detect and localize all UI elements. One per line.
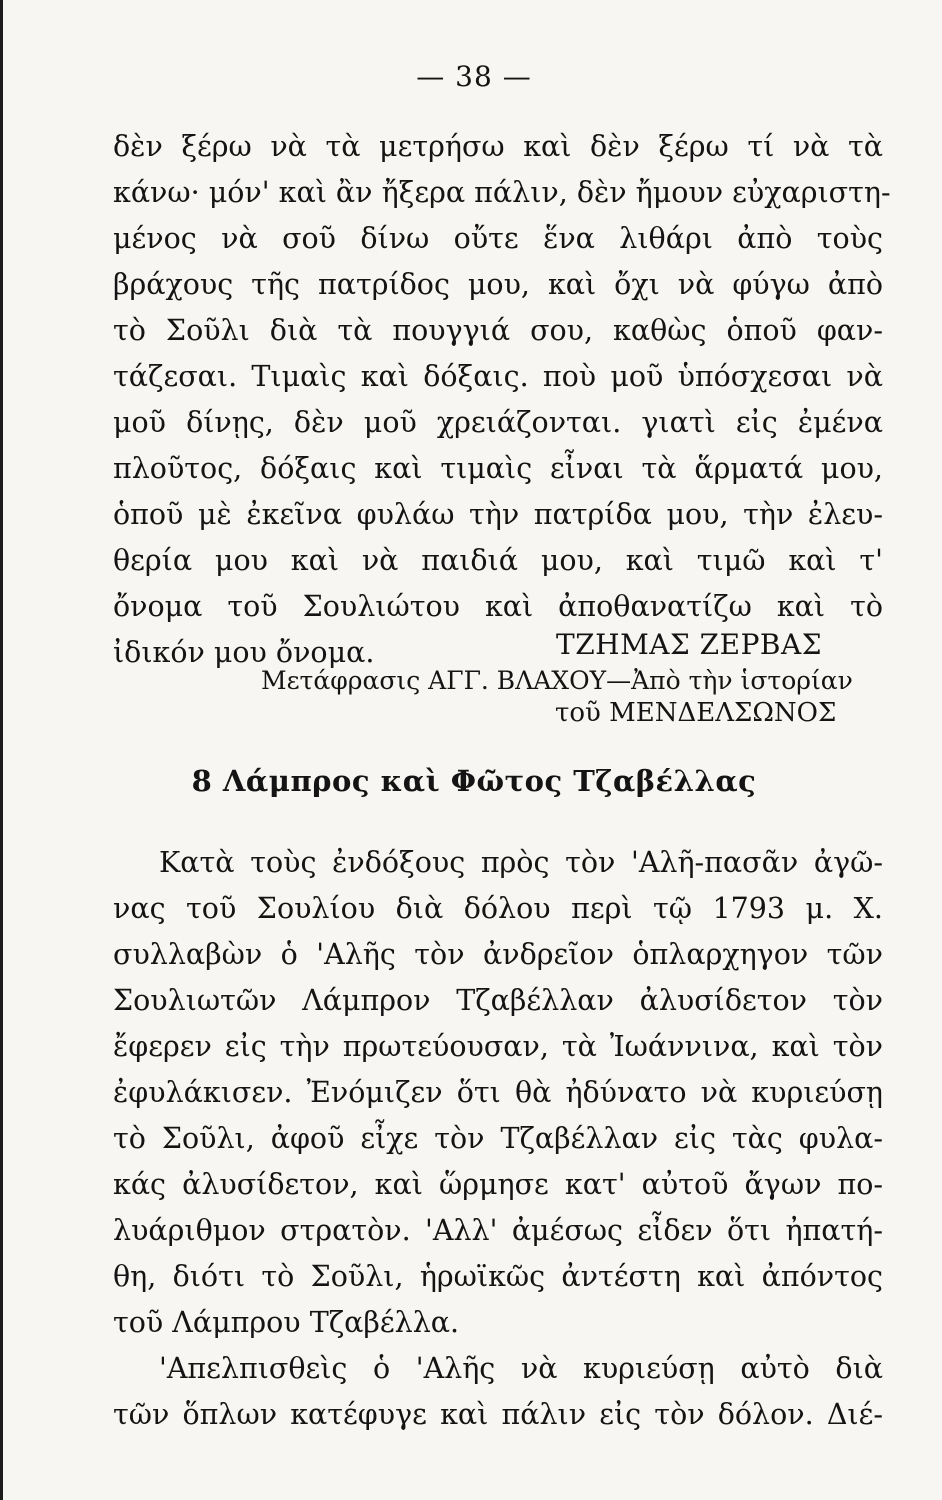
text-line: ὄνομα τοῦ Σουλιώτου καὶ ἀποθανατίζω καὶ τὸ <box>113 590 883 623</box>
text-line: τῶν ὅπλων κατέφυγε καὶ πάλιν εἰς τὸν δόλον. Διέ- <box>113 1398 883 1431</box>
text-line: ἐφυλάκισεν. Ἐνόμιζεν ὅτι θὰ ἠδύνατο νὰ κυριεύσῃ <box>113 1076 883 1109</box>
text-line: θη, διότι τὸ Σοῦλι, ἡρωϊκῶς ἀντέστη καὶ ἀπόντος <box>113 1260 883 1293</box>
text-line: δὲν ξέρω νὰ τὰ μετρήσω καὶ δὲν ξέρω τί νὰ τὰ <box>113 130 883 163</box>
text-line: νας τοῦ Σουλίου διὰ δόλου περὶ τῷ 1793 μ. Χ. <box>113 892 883 925</box>
text-line: ἰδικόν μου ὄνομα. <box>113 636 375 669</box>
text-line: συλλαβὼν ὁ 'Αλῆς τὸν ἀνδρεῖον ὁπλαρχηγον τῶν <box>113 938 883 971</box>
passage-history-text <box>113 840 883 1438</box>
text-line: τὸ Σοῦλι, ἀφοῦ εἶχε τὸν Τζαβέλλαν εἰς τὰς φυλα- <box>113 1122 883 1155</box>
text-line: λυάριθμον στρατὸν. 'Αλλ' ἀμέσως εἶδεν ὅτι ἠπατή- <box>113 1214 883 1247</box>
text-line: 'Απελπισθεὶς ὁ 'Αλῆς νὰ κυριεύσῃ αὐτὸ διὰ <box>159 1352 883 1385</box>
translator-credit: Μετάφρασις ΑΓΓ. ΒΛΑΧΟΥ—Ἀπὸ τὴν ἱστορίαν <box>261 666 853 695</box>
passage-letter-text <box>113 124 891 676</box>
section-title: 8 Λάμπρος καὶ Φῶτος Τζαβέλλας <box>191 764 757 798</box>
text-line: βράχους τῆς πατρίδος μου, καὶ ὄχι νὰ φύγω ἀπὸ <box>113 268 883 301</box>
text-line: μοῦ δίνῃς, δὲν μοῦ χρειάζονται. γιατὶ εἰς ἐμένα <box>113 406 883 439</box>
author-signature: ΤΖΗΜΑΣ ΖΕΡΒΑΣ <box>556 628 822 661</box>
text-line: κάνω· μόν' καὶ ἂν ἤξερα πάλιν, δὲν ἤμουν εὐχαριστη- <box>113 176 891 209</box>
text-line: τοῦ Λάμπρου Τζαβέλλα. <box>113 1306 460 1339</box>
text-line: ἔφερεν εἰς τὴν πρωτεύουσαν, τὰ Ἰωάννινα, καὶ τὸν <box>113 1030 883 1063</box>
text-line: τάζεσαι. Τιμαὶς καὶ δόξαις. ποὺ μοῦ ὑπόσχεσαι νὰ <box>113 360 883 393</box>
text-line: θερία μου καὶ νὰ παιδιά μου, καὶ τιμῶ καὶ τ' <box>113 544 883 577</box>
text-line: κάς ἀλυσίδετον, καὶ ὥρμησε κατ' αὐτοῦ ἄγων πο- <box>113 1168 883 1201</box>
text-line: μένος νὰ σοῦ δίνω οὔτε ἕνα λιθάρι ἀπὸ τοὺς <box>113 222 883 255</box>
text-line: Σουλιωτῶν Λάμπρον Τζαβέλλαν ἀλυσίδετον τὸν <box>113 984 883 1017</box>
text-line: πλοῦτος, δόξαις καὶ τιμαὶς εἶναι τὰ ἅρματά μου, <box>113 452 883 485</box>
text-line: ὁποῦ μὲ ἐκεῖνα φυλάω τὴν πατρίδα μου, τὴν ἐλευ- <box>113 498 883 531</box>
page-number: — 38 — <box>416 60 532 93</box>
text-line: Κατὰ τοὺς ἐνδόξους πρὸς τὸν 'Αλῆ-πασᾶν ἀγῶ- <box>159 846 883 879</box>
text-line: τὸ Σοῦλι διὰ τὰ πουγγιά σου, καθὼς ὁποῦ φαν- <box>113 314 883 347</box>
source-credit: τοῦ ΜΕΝΔΕΛΣΩΝΟΣ <box>555 698 837 728</box>
